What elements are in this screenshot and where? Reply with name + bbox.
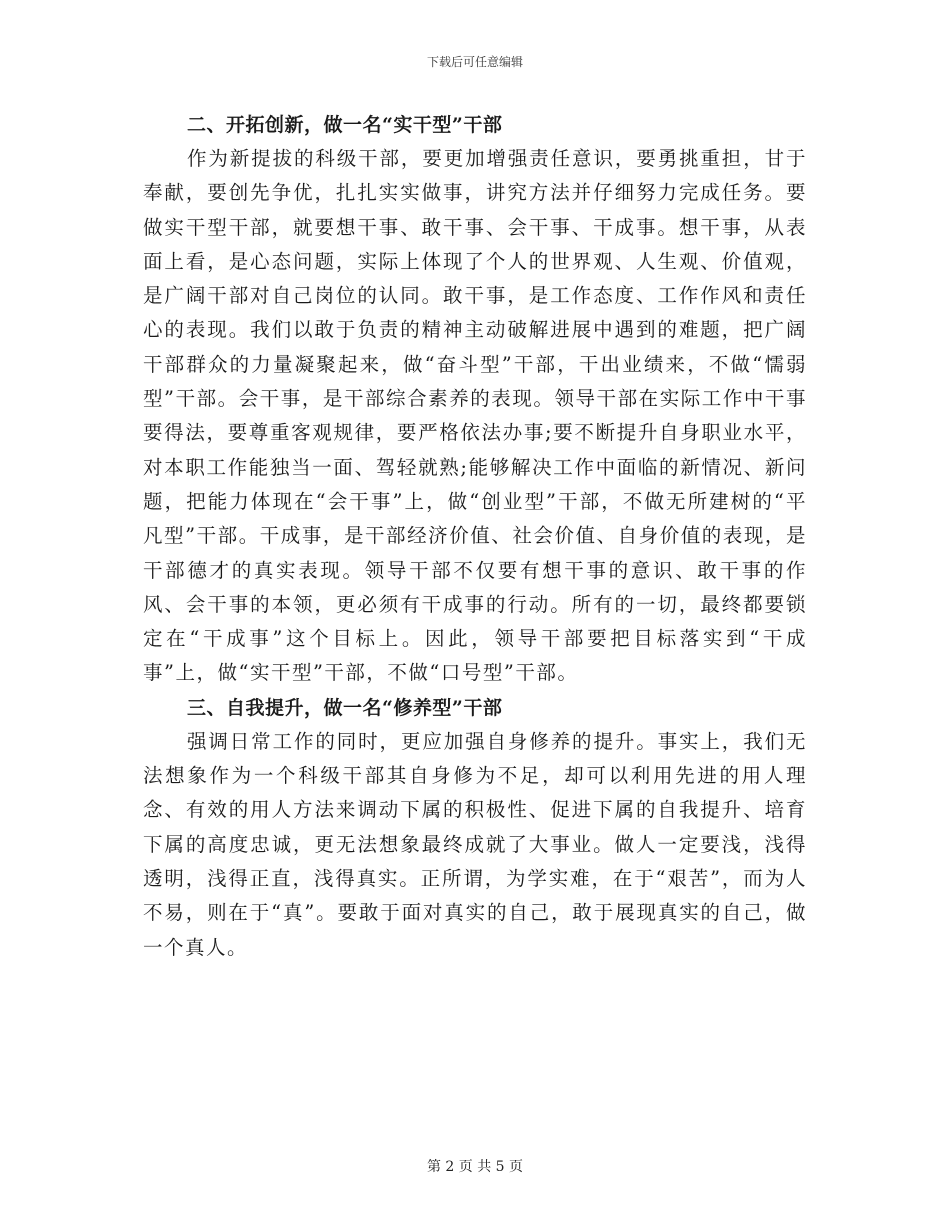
document-body bbox=[143, 108, 807, 965]
section-heading: 三、自我提升，做一名“修养型”干部 bbox=[187, 696, 503, 719]
page-number: 第 2 页 共 5 页 bbox=[426, 1159, 524, 1175]
section-heading: 二、开拓创新，做一名“实干型”干部 bbox=[187, 114, 503, 136]
header-note: 下载后可任意编辑 bbox=[426, 55, 523, 69]
section-paragraph: 强调日常工作的同时，更应加强自身修养的提升。事实上，我们无法想象作为一个科级干部其自身修为不足，却可以利用先进的用人理念、有效的用人方法来调动下属的积极性、促进下属的自我提升、培育下属的高度忠诚，更无法想象最终成就了大事业。做人一定要浅，浅得透明，浅得正直，浅得真实。正所谓，为学实难，在于“艰苦”，而为人不易，则在于“真”。要敢于面对真实的自己，敢于展现真实的自己，做一个真人。 bbox=[143, 729, 807, 959]
section-paragraph: 作为新提拔的科级干部，要更加增强责任意识，要勇挑重担，甘于奉献，要创先争优，扎扎实实做事，讲究方法并仔细努力完成任务。要做实干型干部，就要想干事、敢干事、会干事、干成事。想干事，从表面上看，是心态问题，实际上体现了个人的世界观、人生观、价值观，是广阔干部对自己岗位的认同。敢干事，是工作态度、工作作风和责任心的表现。我们以敢于负责的精神主动破解进展中遇到的难题，把广阔干部群众的力量凝聚起来，做“奋斗型”干部，干出业绩来，不做“懦弱型”干部。会干事，是干部综合素养的表现。领导干部在实际工作中干事要得法，要尊重客观规律，要严格依法办事;要不断提升自身职业水平，对本职工作能独当一面、驾轻就熟;能够解决工作中面临的新情况、新问题，把能力体现在“会干事”上，做“创业型”干部，不做无所建树的“平凡型”干部。干成事，是干部经济价值、社会价值、自身价值的表现，是干部德才的真实表现。领导干部不仅要有想干事的意识、敢干事的作风、会干事的本领，更必须有干成事的行动。所有的一切，最终都要锁定在“干成事”这个目标上。因此，领导干部要把目标落实到“干成事”上，做“实干型”干部，不做“口号型”干部。 bbox=[143, 147, 807, 685]
